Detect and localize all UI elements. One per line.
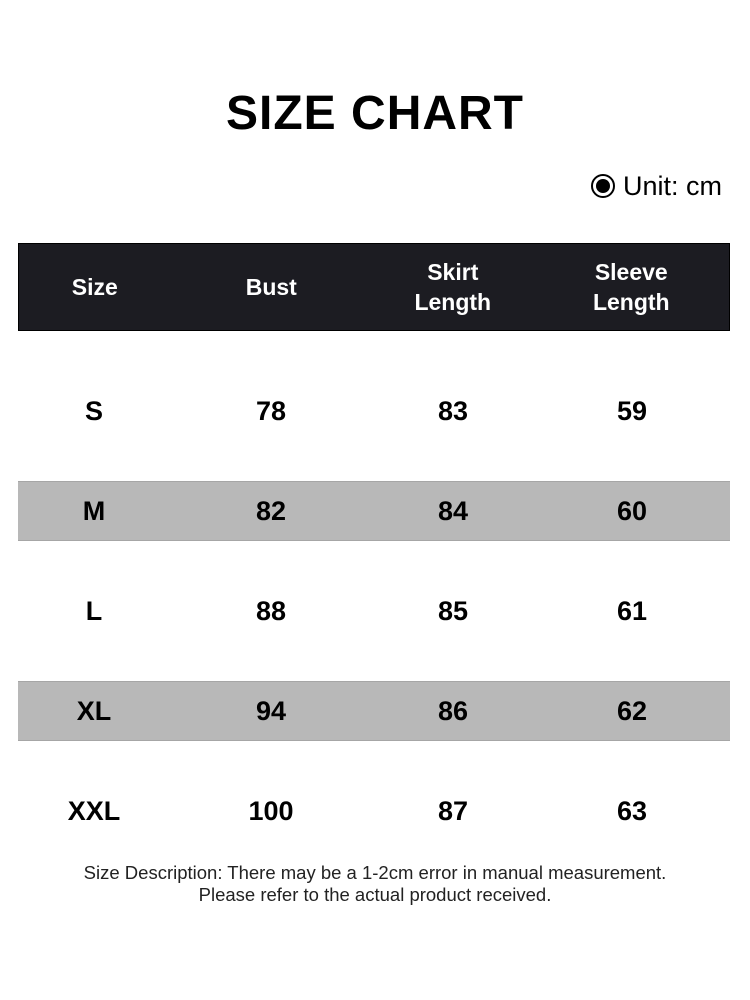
cell-size: XL <box>76 695 112 726</box>
cell-bust: 94 <box>255 695 287 726</box>
table-row <box>18 361 730 461</box>
cell-size: L <box>85 595 103 626</box>
table-row <box>18 761 730 861</box>
size-table <box>18 243 730 861</box>
header-sleeve-length: Sleeve Length <box>592 259 670 315</box>
cell-bust: 82 <box>255 495 287 526</box>
cell-size: S <box>84 395 103 426</box>
cell-skirt-length: 86 <box>437 695 469 726</box>
header-bust: Bust <box>245 274 297 300</box>
cell-skirt-length: 83 <box>437 395 469 426</box>
table-row <box>18 681 730 741</box>
radio-selected-icon <box>591 174 615 198</box>
cell-skirt-length: 87 <box>437 795 469 826</box>
size-description-line-1: Size Description: There may be a 1-2cm error in manual measurement. <box>83 862 667 883</box>
header-skirt-length: Skirt Length <box>414 259 492 315</box>
cell-sleeve-length: 59 <box>616 395 648 426</box>
cell-bust: 88 <box>255 595 287 626</box>
cell-sleeve-length: 61 <box>616 595 648 626</box>
cell-size: XXL <box>67 795 121 826</box>
table-row <box>18 561 730 661</box>
cell-sleeve-length: 60 <box>616 495 648 526</box>
header-size: Size <box>71 274 118 300</box>
cell-sleeve-length: 63 <box>616 795 648 826</box>
table-header <box>18 243 730 331</box>
page-title: SIZE CHART <box>226 87 524 140</box>
table-row <box>18 481 730 541</box>
cell-skirt-length: 84 <box>437 495 469 526</box>
cell-sleeve-length: 62 <box>616 695 648 726</box>
size-description <box>0 862 750 906</box>
size-description-line-2: Please refer to the actual product received. <box>198 884 552 905</box>
unit-indicator <box>591 168 722 204</box>
cell-bust: 78 <box>255 395 287 426</box>
cell-bust: 100 <box>248 795 294 826</box>
cell-size: M <box>82 495 106 526</box>
cell-skirt-length: 85 <box>437 595 469 626</box>
unit-label: Unit: cm <box>622 170 722 201</box>
